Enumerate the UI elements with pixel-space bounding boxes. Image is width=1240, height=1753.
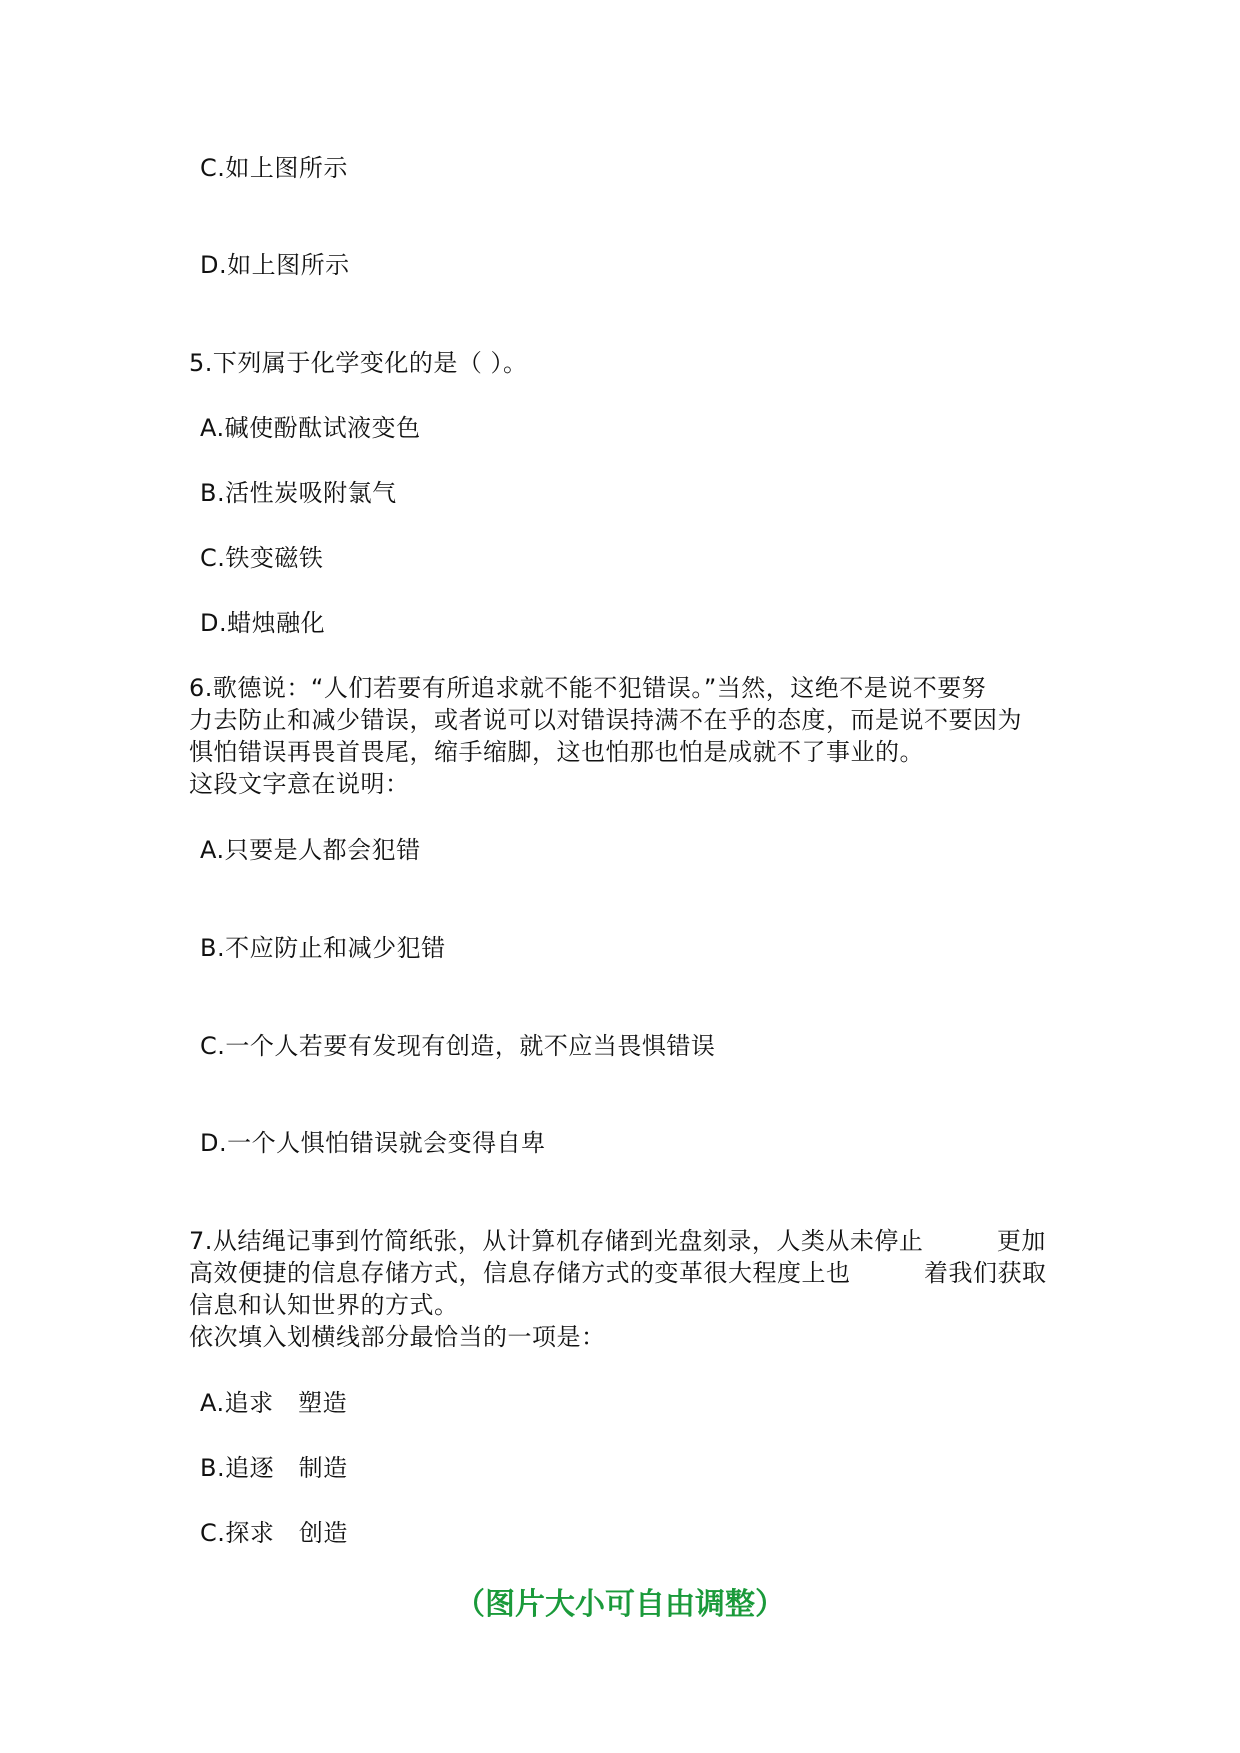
- q4-option-c: C.如上图所示: [200, 154, 348, 182]
- resize-caption: （图片大小可自由调整）: [455, 1587, 785, 1622]
- q5-option-d: D.蜡烛融化: [200, 609, 326, 637]
- q6-stem-line-2: 力去防止和减少错误，或者说可以对错误持满不在乎的态度，而是说不要因为: [189, 706, 1022, 734]
- q7-stem-line-2: 高效便捷的信息存储方式，信息存储方式的变革很大程度上也 着我们获取: [189, 1259, 1047, 1287]
- q5-option-b: B.活性炭吸附氯气: [200, 479, 397, 507]
- q6-stem-line-4: 这段文字意在说明：: [189, 770, 410, 798]
- q7-option-c: C.探求 创造: [200, 1519, 348, 1547]
- q7-option-b: B.追逐 制造: [200, 1454, 348, 1482]
- q7-option-a: A.追求 塑造: [200, 1389, 348, 1417]
- q6-stem-line-1: 6.歌德说：“人们若要有所追求就不能不犯错误。”当然，这绝不是说不要努: [189, 674, 987, 702]
- q7-stem-line-4: 依次填入划横线部分最恰当的一项是：: [189, 1323, 606, 1351]
- q6-option-c: C.一个人若要有发现有创造，就不应当畏惧错误: [200, 1032, 716, 1060]
- q6-option-d: D.一个人惧怕错误就会变得自卑: [200, 1129, 546, 1157]
- q6-option-a: A.只要是人都会犯错: [200, 836, 421, 864]
- q5-option-a: A.碱使酚酞试液变色: [200, 414, 421, 442]
- q5-stem: 5.下列属于化学变化的是（ ）。: [189, 349, 528, 377]
- q6-stem-line-3: 惧怕错误再畏首畏尾，缩手缩脚，这也怕那也怕是成就不了事业的。: [189, 738, 924, 766]
- q5-option-c: C.铁变磁铁: [200, 544, 324, 572]
- q4-option-d: D.如上图所示: [200, 251, 350, 279]
- q7-stem-line-1: 7.从结绳记事到竹简纸张，从计算机存储到光盘刻录，人类从未停止 更加: [189, 1227, 1046, 1255]
- q7-stem-line-3: 信息和认知世界的方式。: [189, 1291, 459, 1319]
- q6-option-b: B.不应防止和减少犯错: [200, 934, 446, 962]
